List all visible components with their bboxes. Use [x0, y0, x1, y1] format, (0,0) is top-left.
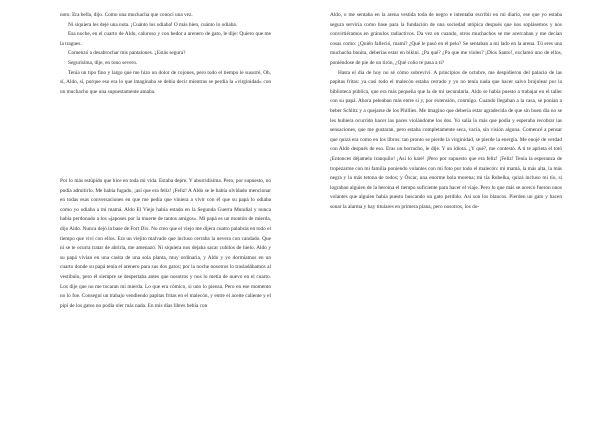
paragraph: Esa noche, en el cuarto de Aldo, caluroso y con hedor a arenero de gato, le dije: Quiero que me la tragues.	[60, 31, 271, 47]
paragraph: noto. Era bella, dijo. Como una muchacha que conocí una vez.	[60, 12, 193, 18]
paragraph: Comenzó a desabrochar mis pantalones. ¿Estás segura?	[68, 50, 186, 57]
paragraph: Tenía un tipo fino y largo que me hizo un dolor de cojones, pero todo el tiempo le susurré, Oh, sí, Aldo, sí, porque eso era lo que imaginaba se debía decir mientras se perdía la «virginidad» con un muchacho que una supuestamente amaba.	[60, 69, 271, 95]
left-text-block-top	[60, 11, 271, 97]
paragraph: Ni siquiera les dejé una nota. ¡Cuánto los odiaba! O más bien, cuánto lo odiaba.	[68, 21, 238, 28]
paragraph: Segurísima, dije, en tono severo.	[68, 59, 138, 66]
paragraph: Hasta el día de hoy no sé cómo sobreviví. A principios de octubre, me despidieron del palacio de las papitas fritas: ya casi todo el malecón estaba cerrado y yo no tenía nada que hacer salvo brujulear por la biblioteca pública, que era más pequeña que la de mi secundaria. Aldo se había puesto a trabajar en el taller con su papá. Ahora peleaban más entre sí y, por extensión, conmigo. Cuando llegaban a la casa, se ponían a beber Schlitz y a quejarse de los Phillies. Me imagino que debería estar agradecida de que sin buen día no se les hubiera ocurrido hacer las paces violándome los dos. Yo salía lo más que podía y esperaba recobrar las sensaciones, que me gustaran, pero estaba completamente seca, vacía, sin visión alguna. Comencé a pensar que quizá era como en los libros: tan pronto se pierde la virginidad, se pierde la energía. Me enojé de verdad con Aldo después de eso. Eras un borracho, le dije. Y un idiota. ¿Y qué?, me contestó. A ti te aprieta el totó ¡Entonces déjamelo tranquilo! ¡Así lo haré! ¡Pero por supuesto que era feliz! ¡Feliz! Tenía la esperanza de tropezarme con mi familia poniendo volantes con mi foto por todo el malecón: mi mamá, la más alta, la más negra y la más tetona de todos; y Óscar, una enorme bola morena; mi tía Rubelka, quizá incluso mi tío, si lograban alguien de la heroína el tiempo suficiente para hacer el viaje. Pero lo que más se acercó fueron unos volantes que alguien había puesto buscando un gato perdido. Así son los blancos. Pierden un gato y hacen sonar la alarma y hay titulares en primera plana, pero nosotros, los do-	[330, 69, 562, 210]
paragraph: Aldo, o me sentaba en la arena vestida toda de negro e intentaba escribir en mi diario, ese que yo estaba segura serviría como base para la fundación de una sociedad utópica después que nos soplásemos y nos convirtiéramos en gránulos radiactivos. Da vez en cuando, otros muchachos se me acercaban y me decían cosas como: ¿Quién falleció, mami? ¿Qué le pasó en el pelo? Se sentaban a mi lado en la arena. Tú eres una muchacha bonita, deberías estar en bikini. ¿Pa qué? ¿Pa que me violes? ¡Dios Santo!, exclamó uno de ellos, poniéndose de pie de un tirón, ¿Qué coño te pasa a ti?	[330, 12, 562, 66]
right-text-block	[330, 11, 562, 212]
right-page	[300, 0, 600, 425]
left-text-block-bottom	[60, 177, 271, 311]
paragraph: Por lo más estúpido que hice en toda mi vida. Estaba depre. Y aburridísima. Pero, por supuesto, no podía admitirlo. Me había fugado, ¡así que era feliz! ¡Feliz! A Aldo se le había olvidado mencionar en todas esas conversaciones en que me pedía que viniera a vivir con él que su papá lo odiaba como yo odiaba a mi mamá. Aldo El Viejo había estado en la Segunda Guerra Mundial y nunca había perdonado a los «japoses por la muerte de tantos amigos». Mi papá es un montón de mierda, dijo Aldo. Nunca dejó la base de Fort Dix. No creo que el viejo me dijera cuatro palabras en todo el tiempo que viví con ellos. Era un viejito malvado que incluso cerraba la nevera con candado. Que ni se te ocurra tratar de abrirla, me amenazó. Ni siquiera nos dejaba sacar cubitos de hielo. Aldo y su papá vivían en una casita de una sola planta, muy ordinaria, y Aldo y yo dormíamos en un cuarto donde su papá tenía el arenero para sus dos gatos; por la noche nosotros lo trasladábamos al vestíbulo, pero él siempre se despertaba antes que nosotros y nos lo metía de nuevo en el cuarto. Los dije que no me tocaran mi mierda. Lo que era cómico, si uno lo piensa. Pero en ese momento no lo fue. Conseguí un trabajo vendiendo papitas fritas en el malecón, y entre el aceite caliente y el pipí de los gatos no podía oler más nada. En mis días libres bebía con	[60, 178, 271, 309]
